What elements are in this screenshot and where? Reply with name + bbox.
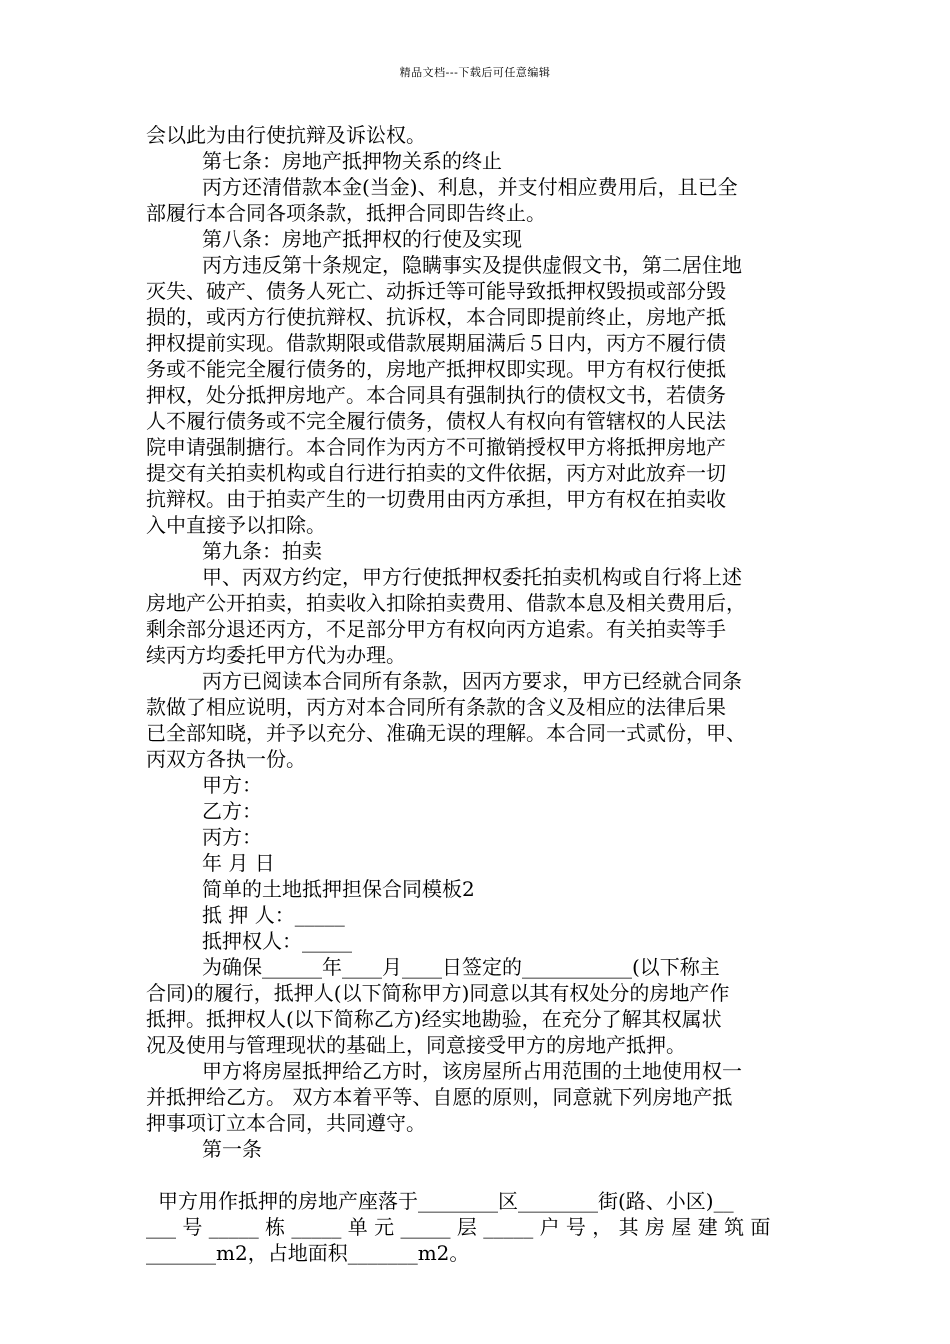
text-line: 乙方：: [202, 799, 262, 823]
text-line: ___ 号 _____ 栋 _____ 单 元 _____ 层 _____ 户 号 ， 其 房 屋 建 筑 面: [146, 1215, 771, 1239]
text-line: 会以此为由行使抗辩及诉讼权。: [146, 123, 426, 147]
text-line: 续丙方均委托甲方代为办理。: [146, 643, 406, 667]
text-line: 人不履行债务或不完全履行债务，债权人有权向有管辖权的人民法: [146, 409, 726, 433]
page-header: 精品文档---下载后可任意编辑: [399, 66, 551, 79]
text-line: 甲、丙双方约定，甲方行使抵押权委托拍卖机构或自行将上述: [202, 565, 742, 589]
document-body: [146, 122, 806, 1266]
text-line: 第八条：房地产抵押权的行使及实现: [202, 227, 522, 251]
text-line: 甲方用作抵押的房地产座落于________区________街(路、小区)__: [158, 1189, 734, 1213]
text-line: 房地产公开拍卖，拍卖收入扣除拍卖费用、借款本息及相关费用后，: [146, 591, 746, 615]
text-line: 抵押权人：_____: [202, 929, 352, 953]
text-line: 部履行本合同各项条款，抵押合同即告终止。: [146, 201, 546, 225]
text-line: 合同)的履行，抵押人(以下简称甲方)同意以其有权处分的房地产作: [146, 981, 730, 1005]
text-line: _______m2，占地面积_______m2。: [146, 1241, 470, 1265]
text-line: 剩余部分退还丙方，不足部分甲方有权向丙方追索。有关拍卖等手: [146, 617, 726, 641]
text-line: 甲方：: [202, 773, 262, 797]
text-line: 务或不能完全履行债务的，房地产抵押权即实现。甲方有权行使抵: [146, 357, 726, 381]
text-line: 款做了相应说明，丙方对本合同所有条款的含义及相应的法律后果: [146, 695, 726, 719]
text-line: 院申请强制搪行。本合同作为丙方不可撤销授权甲方将抵押房地产: [146, 435, 726, 459]
blank-line: [146, 1162, 806, 1188]
text-line: 押权提前实现。借款期限或借款展期届满后５日内，丙方不履行债: [146, 331, 726, 355]
text-line: 丙方违反第十条规定，隐瞒事实及提供虚假文书，第二居住地: [202, 253, 742, 277]
text-line: 丙方：: [202, 825, 262, 849]
text-line: 第七条：房地产抵押物关系的终止: [202, 149, 502, 173]
text-line: 损的，或丙方行使抗辩权、抗诉权，本合同即提前终止，房地产抵: [146, 305, 726, 329]
text-line: 丙双方各执一份。: [146, 747, 306, 771]
text-line: 抵 押 人：_____: [202, 903, 345, 927]
text-line: 甲方将房屋抵押给乙方时，该房屋所占用范围的土地使用权一: [202, 1059, 742, 1083]
text-line: 抗辩权。由于拍卖产生的一切费用由丙方承担，甲方有权在拍卖收: [146, 487, 726, 511]
text-line: 况及使用与管理现状的基础上，同意接受甲方的房地产抵押。: [146, 1033, 686, 1057]
text-line: 年 月 日: [202, 851, 275, 875]
text-line: 入中直接予以扣除。: [146, 513, 326, 537]
text-line: 抵押。抵押权人(以下简称乙方)经实地勘验，在充分了解其权属状: [146, 1007, 722, 1031]
text-line: 押权，处分抵押房地产。本合同具有强制执行的债权文书，若债务: [146, 383, 726, 407]
text-line: 第九条：拍卖: [202, 539, 322, 563]
text-line: 已全部知晓，并予以充分、准确无误的理解。本合同一式贰份，甲、: [146, 721, 746, 745]
text-line: 简单的土地抵押担保合同模板2: [202, 877, 475, 901]
text-line: 并抵押给乙方。 双方本着平等、自愿的原则，同意就下列房地产抵: [146, 1085, 733, 1109]
text-line: 提交有关拍卖机构或自行进行拍卖的文件依据，丙方对此放弃一切: [146, 461, 726, 485]
text-line: 第一条: [202, 1137, 262, 1161]
text-line: 灭失、破产、债务人死亡、动拆迁等可能导致抵押权毁损或部分毁: [146, 279, 726, 303]
text-line: 为确保______年____月____日签定的___________(以下称主: [202, 955, 720, 979]
text-line: 丙方已阅读本合同所有条款，因丙方要求，甲方已经就合同条: [202, 669, 742, 693]
text-line: 丙方还清借款本金(当金)、利息，并支付相应费用后，且已全: [202, 175, 738, 199]
text-line: 押事项订立本合同，共同遵守。: [146, 1111, 426, 1135]
